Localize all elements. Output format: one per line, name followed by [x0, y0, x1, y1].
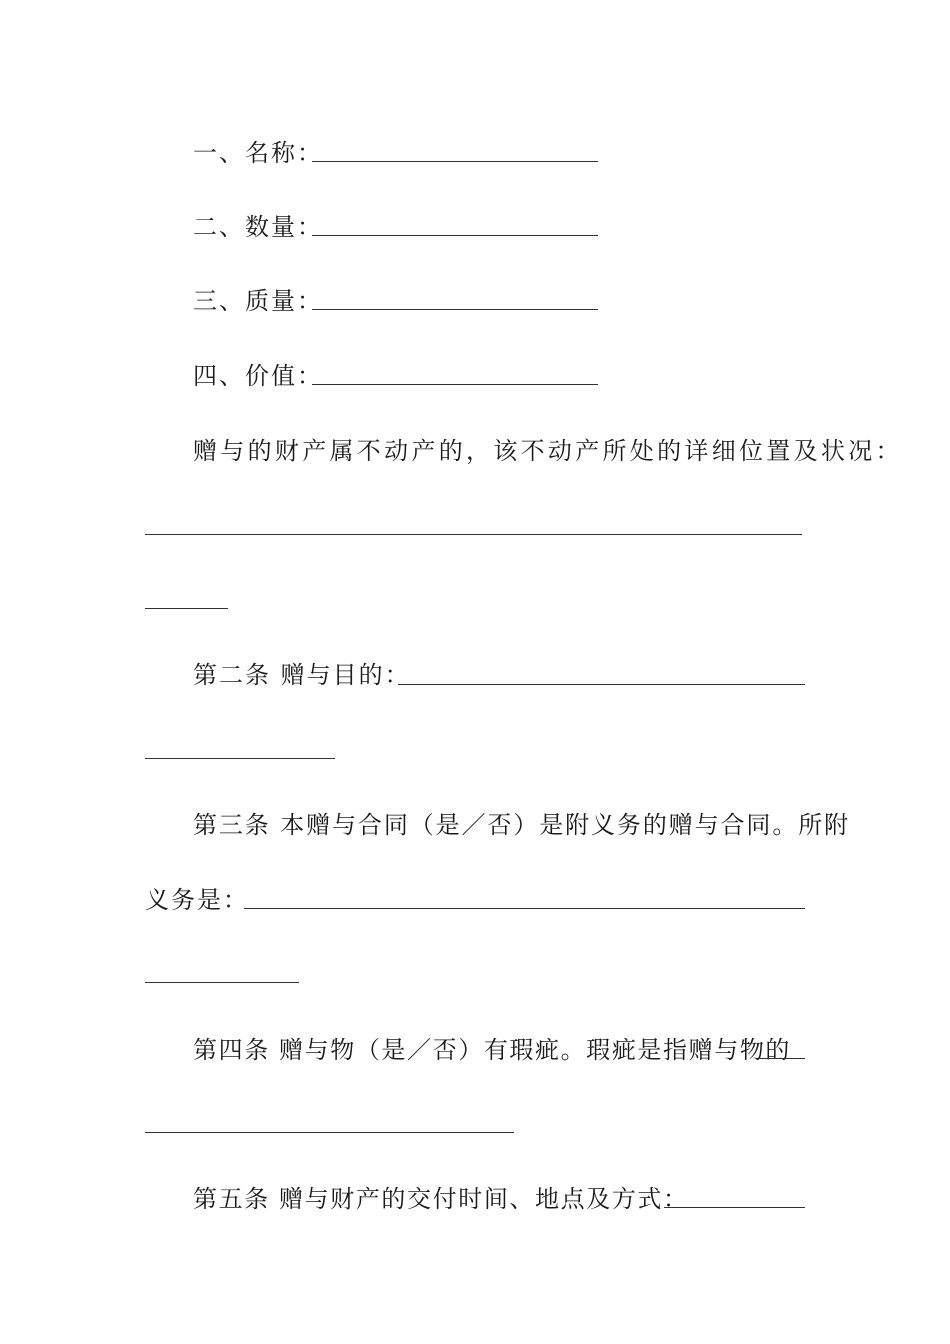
item-quality-label: 三、质量： [193, 287, 323, 315]
item-quantity-blank[interactable] [312, 235, 598, 236]
real-estate-blank-1[interactable] [145, 534, 802, 535]
article-3-line-1 [193, 810, 850, 840]
item-name-blank[interactable] [312, 161, 598, 162]
article-5-text: 第五条 赠与财产的交付时间、地点及方式： [193, 1185, 689, 1213]
item-name-row [193, 138, 323, 168]
article-3-text-1: 第三条 本赠与合同（是／否）是附义务的赠与合同。所附 [193, 811, 851, 839]
article-3-text-2: 义务是： [145, 886, 249, 914]
item-quality-blank[interactable] [312, 309, 598, 310]
real-estate-text: 赠与的财产属不动产的，该不动产所处的详细位置及状况： [193, 437, 903, 465]
article-5 [193, 1184, 689, 1214]
item-quality-row [193, 286, 323, 316]
article-3-blank-1[interactable] [244, 908, 805, 909]
article-2-text: 第二条 赠与目的： [193, 661, 411, 689]
item-value-label: 四、价值： [193, 362, 323, 390]
article-4-text: 第四条 赠与物（是／否）有瑕疵。瑕疵是指赠与物的 [193, 1036, 792, 1064]
article-3-line-2 [145, 885, 249, 915]
item-value-blank[interactable] [312, 384, 598, 385]
real-estate-paragraph [193, 436, 903, 466]
article-2-blank-1[interactable] [398, 684, 805, 685]
article-2-blank-2[interactable] [145, 758, 335, 759]
item-value-row [193, 361, 323, 391]
article-5-blank[interactable] [664, 1207, 805, 1208]
article-2 [193, 660, 411, 690]
article-4-blank-2[interactable] [145, 1132, 514, 1133]
article-4-blank-1[interactable] [760, 1058, 805, 1059]
article-3-blank-2[interactable] [145, 982, 299, 983]
real-estate-blank-2[interactable] [145, 608, 228, 609]
item-quantity-label: 二、数量： [193, 213, 323, 241]
item-quantity-row [193, 212, 323, 242]
item-name-label: 一、名称： [193, 139, 323, 167]
article-4 [193, 1035, 791, 1065]
